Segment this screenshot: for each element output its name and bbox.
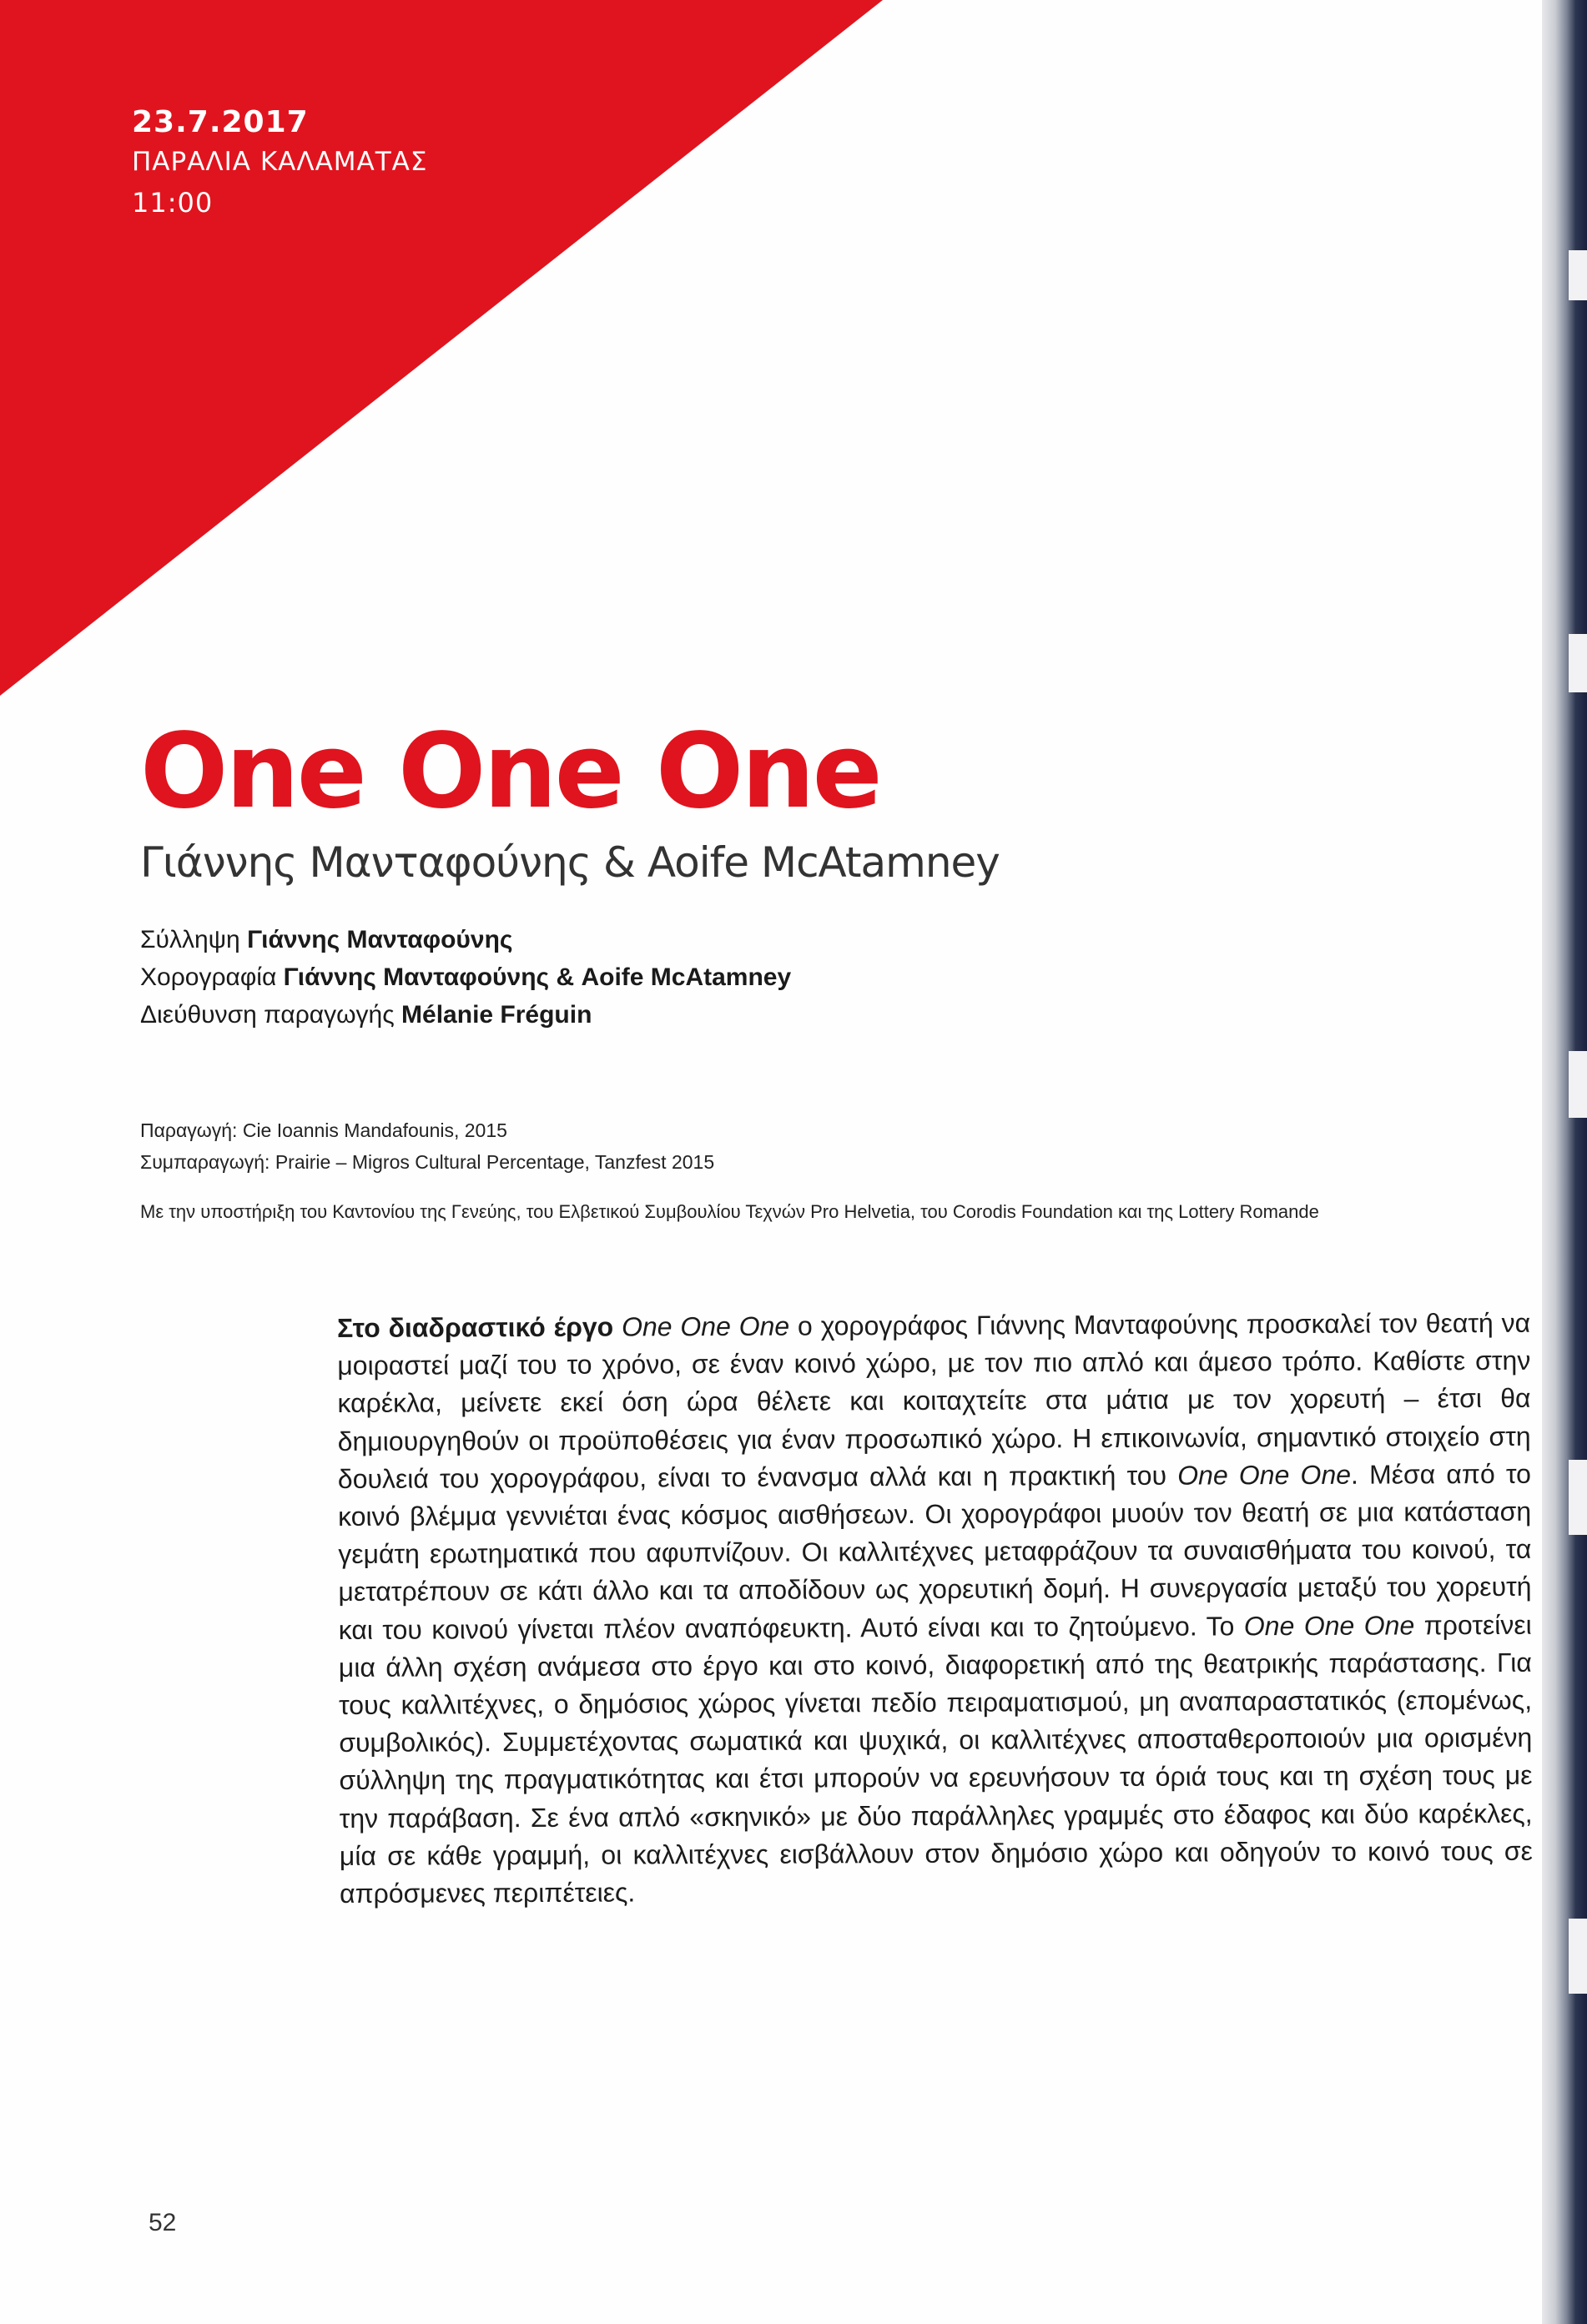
credit-line — [140, 996, 791, 1034]
credit-label: Σύλληψη — [140, 926, 240, 953]
performance-artists: Γιάννης Μανταφούνης & Aoife McAtamney — [140, 838, 1000, 887]
work-title-inline: One One One — [621, 1310, 790, 1342]
credit-label: Διεύθυνση παραγωγής — [140, 1001, 395, 1029]
coproduction-line — [140, 1146, 714, 1178]
performance-title: One One One — [140, 712, 880, 832]
production-line — [140, 1114, 714, 1146]
production-label: Παραγωγή: — [140, 1119, 238, 1141]
credit-value: Γιάννης Μανταφούνης — [247, 926, 513, 953]
coproduction-value: Prairie – Migros Cultural Percentage, Tanzfest 2015 — [275, 1151, 715, 1173]
production-value: Cie Ioannis Mandafounis, 2015 — [242, 1119, 507, 1141]
credit-value: Mélanie Fréguin — [401, 1001, 592, 1029]
credit-label: Χορογραφία — [140, 963, 277, 991]
edge-stripe — [1569, 250, 1587, 300]
event-location: ΠΑΡΑΛΙΑ ΚΑΛΑΜΑΤΑΣ — [132, 147, 428, 177]
edge-stripe — [1569, 634, 1587, 692]
edge-stripe — [1569, 1460, 1587, 1535]
work-title-inline: One One One — [1177, 1459, 1352, 1491]
event-info — [132, 103, 427, 222]
support-credits: Με την υποστήριξη του Καντονίου της Γενεύης, του Ελβετικού Συμβουλίου Τεχνών Pro Helvetia, του Corodis Foundation και της Lottery Romande — [140, 1201, 1319, 1222]
edge-stripe — [1569, 1051, 1587, 1118]
page-number: 52 — [149, 2209, 177, 2236]
body-text — [337, 1305, 1533, 1913]
coproduction-label: Συμπαραγωγή: — [140, 1151, 270, 1173]
production-block — [140, 1114, 714, 1178]
body-part-2: . Μέσα από το κοινό βλέμμα γεννιέται ένας κόσμος αισθήσεων. Οι χορογράφοι μυούν τον θεατή σε μια κατάσταση γεμάτη ερωτηματικά που αφυπνίζουν. Οι καλλιτέχνες μεταφράζουν τα συναισθήματα του κοινού, τα μετατρέπουν σε κάτι άλλο και τα αποδίδουν ως χορευτική δομή. Η συνεργασία μεταξύ του χορευτή και του κοινού γίνεται πλέον αναπόφευκτη. Αυτό είναι και το ζητούμενο. Το — [338, 1458, 1532, 1645]
work-title-inline: One One One — [1243, 1609, 1415, 1641]
edge-stripe — [1569, 1919, 1587, 1994]
event-date: 23.7.2017 — [132, 105, 309, 139]
body-part-1: ο χορογράφος Γιάννης Μανταφούνης προσκαλεί τον θεατή να μοιραστεί μαζί του το χρόνο, σε έναν κοινό χώρο, με τον πιο απλό και άμεσο τρόπο. Καθίστε στην καρέκλα, μείνετε εκεί όση ώρα θέλετε και κοιταχτείτε στα μάτια με τον χορευτή – έτσι θα δημιουργηθούν οι προϋποθέσεις για έναν προσωπικό χώρο. Η επικοινωνία, σημαντικό στοιχείο στη δουλειά του χορογράφου, είναι το ένανσμα αλλά και η πρακτική του — [337, 1307, 1531, 1494]
body-part-3: προτείνει μια άλλη σχέση ανάμεσα στο έργο και στο κοινό, διαφορετική από της θεατρικής παράστασης. Για τους καλλιτέχνες, ο δημόσιος χώρος γίνεται πεδίο πειραματισμού, μη αναπαραστατικός (επομένως, συμβολικός). Συμμετέχοντας σωματικά και ψυχικά, οι καλλιτέχνες αποσταθεροποιούν μια ορισμένη σύλληψη της πραγματικότητας και έτσι μπορούν να ερευνήσουν τα όριά τους και τη σχέση τους με την παράβαση. Σε ένα απλό «σκηνικό» με δύο παράλληλες γραμμές στο έδαφος και δύο καρέκλες, μία σε κάθε γραμμή, οι καλλιτέχνες εισβάλλουν στον δημόσιο χώρο και οδηγούν το κοινό τους σε απρόσμενες περιπέτειες. — [338, 1609, 1533, 1909]
event-time: 11:00 — [132, 187, 214, 219]
credit-line — [140, 958, 791, 996]
body-lead: Στο διαδραστικό έργο — [337, 1311, 614, 1343]
credit-line — [140, 921, 791, 958]
credits-block — [140, 921, 791, 1034]
credit-value: Γιάννης Μανταφούνης & Aoife McAtamney — [283, 963, 792, 991]
